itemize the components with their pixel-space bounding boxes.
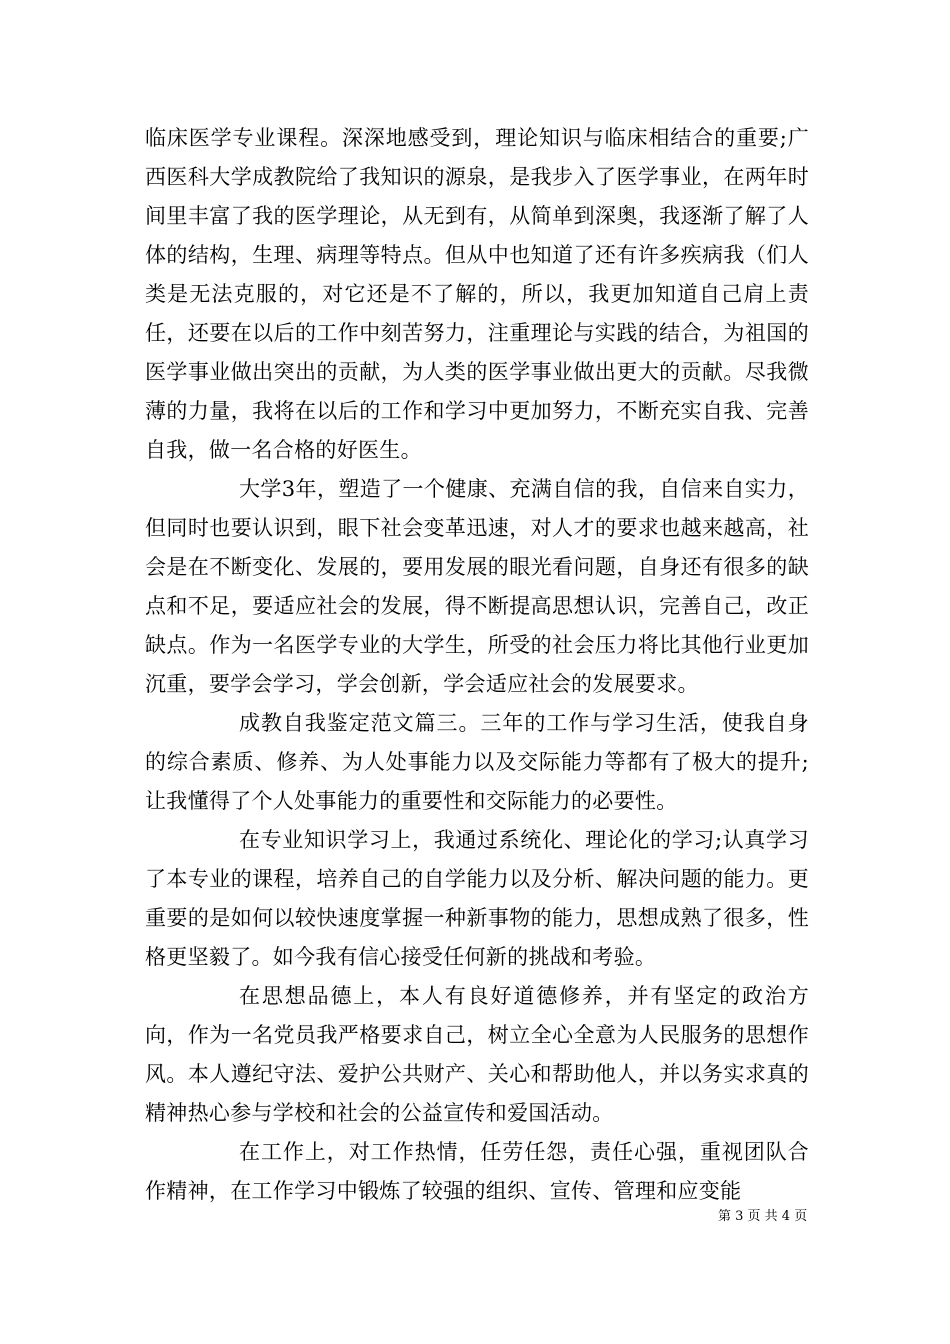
paragraph-6: 在工作上，对工作热情，任劳任怨，责任心强，重视团队合作精神，在工作学习中锻炼了较强的组织、宣传、管理和应变能 xyxy=(145,1140,809,1203)
paragraph-5: 在思想品德上，本人有良好道德修养，并有坚定的政治方向，作为一名党员我严格要求自己，树立全心全意为人民服务的思想作风。本人遵纪守法、爱护公共财产、关心和帮助他人，并以务实求真的精神热心参与学校和社会的公益宣传和爱国活动。 xyxy=(145,984,809,1125)
paragraph-3: 成教自我鉴定范文篇三。三年的工作与学习生活，使我自身的综合素质、修养、为人处事能力以及交际能力等都有了极大的提升;让我懂得了个人处事能力的重要性和交际能力的必要性。 xyxy=(145,711,809,813)
paragraph-1: 临床医学专业课程。深深地感受到，理论知识与临床相结合的重要;广西医科大学成教院给了我知识的源泉，是我步入了医学事业，在两年时间里丰富了我的医学理论，从无到有，从简单到深奥，我逐渐了解了人体的结构，生理、病理等特点。但从中也知道了还有许多疾病我（们人类是无法克服的，对它还是不了解的，所以，我更加知道自己肩上责任，还要在以后的工作中刻苦努力，注重理论与实践的结合，为祖国的医学事业做出突出的贡献，为人类的医学事业做出更大的贡献。尽我微薄的力量，我将在以后的工作和学习中更加努力，不断充实自我、完善自我，做一名合格的好医生。 xyxy=(145,126,809,462)
paragraph-2: 大学3年，塑造了一个健康、充满自信的我，自信来自实力，但同时也要认识到，眼下社会变革迅速，对人才的要求也越来越高，社会是在不断变化、发展的，要用发展的眼光看问题，自身还有很多的缺点和不足，要适应社会的发展，得不断提高思想认识，完善自己，改正缺点。作为一名医学专业的大学生，所受的社会压力将比其他行业更加沉重，要学会学习，学会创新，学会适应社会的发展要求。 xyxy=(145,477,809,696)
document-body xyxy=(145,119,809,1211)
paragraph-4: 在专业知识学习上，我通过系统化、理论化的学习;认真学习了本专业的课程，培养自己的自学能力以及分析、解决问题的能力。更重要的是如何以较快速度掌握一种新事物的能力，思想成熟了很多，性格更坚毅了。如今我有信心接受任何新的挑战和考验。 xyxy=(145,828,809,969)
page-number: 第 3 页 共 4 页 xyxy=(718,1209,808,1224)
